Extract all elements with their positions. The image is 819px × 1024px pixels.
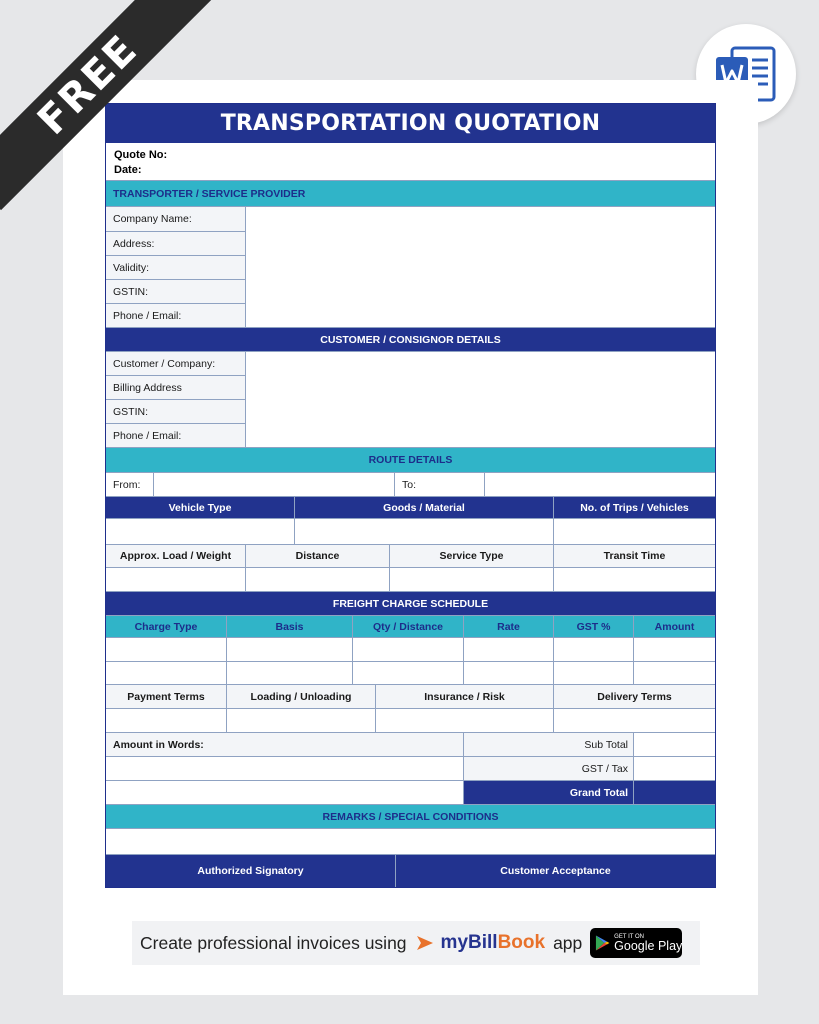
- to-label: To:: [395, 473, 485, 497]
- totals-row-1: [106, 733, 715, 757]
- customer-company-label: Customer / Company:: [106, 352, 246, 376]
- delivery-terms-field[interactable]: [554, 709, 715, 733]
- validity-label: Validity:: [106, 256, 246, 280]
- qty-distance-cell[interactable]: [353, 638, 464, 662]
- google-play-badge[interactable]: [590, 928, 682, 958]
- basis-header: Basis: [227, 616, 353, 638]
- insurance-risk-field[interactable]: [376, 709, 554, 733]
- basis-cell[interactable]: [227, 662, 353, 685]
- customer-section: [106, 352, 715, 448]
- billing-address-label: Billing Address: [106, 376, 246, 400]
- delivery-terms-header: Delivery Terms: [554, 685, 715, 709]
- trips-vehicles-field[interactable]: [554, 519, 715, 545]
- customer-gstin-label: GSTIN:: [106, 400, 246, 424]
- freight-row: [106, 662, 715, 685]
- customer-details-field[interactable]: [246, 352, 715, 448]
- free-ribbon: [0, 0, 220, 220]
- qty-distance-header: Qty / Distance: [353, 616, 464, 638]
- payment-terms-field[interactable]: [106, 709, 227, 733]
- freight-row: [106, 638, 715, 662]
- promo-banner[interactable]: [132, 921, 700, 965]
- customer-labels: [106, 352, 246, 448]
- freight-column-headers: [106, 616, 715, 638]
- gst-percent-cell[interactable]: [554, 662, 634, 685]
- to-field[interactable]: [485, 473, 715, 497]
- goods-material-header: Goods / Material: [295, 497, 554, 519]
- freight-heading: FREIGHT CHARGE SCHEDULE: [106, 592, 715, 616]
- transit-time-field[interactable]: [554, 568, 715, 592]
- customer-heading: CUSTOMER / CONSIGNOR DETAILS: [106, 328, 715, 352]
- route-header-row-2: [106, 545, 715, 568]
- promo-suffix: app: [553, 932, 583, 953]
- insurance-risk-header: Insurance / Risk: [376, 685, 554, 709]
- sub-total-label: Sub Total: [464, 733, 634, 757]
- store-small-text: GET IT ON: [614, 933, 644, 940]
- brand-prefix: my: [440, 932, 469, 953]
- transporter-heading: TRANSPORTER / SERVICE PROVIDER: [106, 181, 715, 207]
- rate-cell[interactable]: [464, 662, 554, 685]
- from-field[interactable]: [154, 473, 395, 497]
- load-weight-header: Approx. Load / Weight: [106, 545, 246, 568]
- sub-total-value[interactable]: [634, 733, 715, 757]
- gstin-label: GSTIN:: [106, 280, 246, 304]
- address-label: Address:: [106, 232, 246, 256]
- free-ribbon-label: FREE: [29, 26, 147, 144]
- mybillbook-brand: [441, 932, 546, 954]
- date-label: Date:: [114, 164, 142, 176]
- grand-total-label: Grand Total: [464, 781, 634, 805]
- distance-field[interactable]: [246, 568, 390, 592]
- mybillbook-logo-icon: [415, 934, 435, 952]
- remarks-heading: REMARKS / SPECIAL CONDITIONS: [106, 805, 715, 829]
- basis-cell[interactable]: [227, 638, 353, 662]
- amount-in-words-field[interactable]: [106, 757, 464, 781]
- goods-material-field[interactable]: [295, 519, 554, 545]
- route-input-row-2: [106, 568, 715, 592]
- customer-acceptance-label: Customer Acceptance: [396, 855, 715, 887]
- charge-type-cell[interactable]: [106, 662, 227, 685]
- trips-vehicles-header: No. of Trips / Vehicles: [554, 497, 715, 519]
- service-type-field[interactable]: [390, 568, 554, 592]
- route-from-to-row: [106, 473, 715, 497]
- promo-text: Create professional invoices using: [140, 932, 407, 953]
- totals-row-2: [106, 757, 715, 781]
- brand-book: Book: [497, 932, 546, 953]
- rate-header: Rate: [464, 616, 554, 638]
- amount-cell[interactable]: [634, 638, 715, 662]
- quotation-form: [105, 103, 716, 888]
- google-play-text: [614, 934, 682, 953]
- quote-no-label: Quote No:: [114, 149, 168, 161]
- grand-total-value[interactable]: [634, 781, 715, 805]
- service-type-header: Service Type: [390, 545, 554, 568]
- transporter-details-field[interactable]: [246, 207, 715, 328]
- qty-distance-cell[interactable]: [353, 662, 464, 685]
- vehicle-type-header: Vehicle Type: [106, 497, 295, 519]
- gst-tax-value[interactable]: [634, 757, 715, 781]
- authorized-signatory-label: Authorized Signatory: [106, 855, 396, 887]
- signature-row: [106, 855, 715, 887]
- totals-row-3: [106, 781, 715, 805]
- vehicle-type-field[interactable]: [106, 519, 295, 545]
- route-heading: ROUTE DETAILS: [106, 448, 715, 473]
- charge-type-cell[interactable]: [106, 638, 227, 662]
- transit-time-header: Transit Time: [554, 545, 715, 568]
- terms-input-row: [106, 709, 715, 733]
- route-input-row-1: [106, 519, 715, 545]
- google-play-icon: [595, 934, 610, 952]
- amount-cell[interactable]: [634, 662, 715, 685]
- document-title: TRANSPORTATION QUOTATION: [106, 104, 715, 143]
- charge-type-header: Charge Type: [106, 616, 227, 638]
- transporter-section: [106, 207, 715, 328]
- route-header-row-1: [106, 497, 715, 519]
- gst-tax-label: GST / Tax: [464, 757, 634, 781]
- amount-header: Amount: [634, 616, 715, 638]
- amount-in-words-label: Amount in Words:: [106, 733, 464, 757]
- loading-unloading-header: Loading / Unloading: [227, 685, 376, 709]
- phone-email-label: Phone / Email:: [106, 304, 246, 328]
- load-weight-field[interactable]: [106, 568, 246, 592]
- store-big-text: Google Play: [614, 938, 683, 953]
- company-name-label: Company Name:: [106, 207, 246, 232]
- loading-unloading-field[interactable]: [227, 709, 376, 733]
- remarks-field[interactable]: [106, 829, 715, 855]
- customer-phone-email-label: Phone / Email:: [106, 424, 246, 448]
- rate-cell[interactable]: [464, 638, 554, 662]
- from-label: From:: [106, 473, 154, 497]
- payment-terms-header: Payment Terms: [106, 685, 227, 709]
- brand-bill: Bill: [468, 932, 498, 953]
- gst-percent-header: GST %: [554, 616, 634, 638]
- terms-header-row: [106, 685, 715, 709]
- distance-header: Distance: [246, 545, 390, 568]
- gst-percent-cell[interactable]: [554, 638, 634, 662]
- amount-in-words-field-2[interactable]: [106, 781, 464, 805]
- transporter-labels: [106, 207, 246, 328]
